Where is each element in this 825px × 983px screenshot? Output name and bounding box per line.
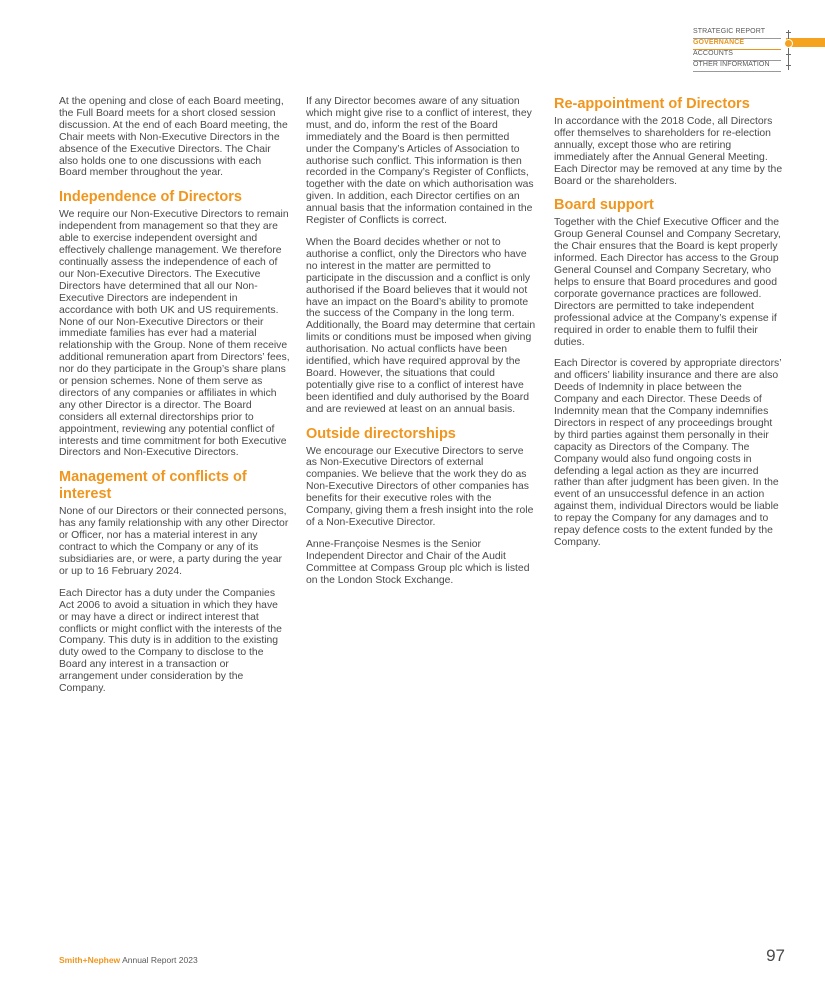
text-column-3 [554, 96, 785, 559]
paragraph-reappointment: In accordance with the 2018 Code, all Directors offer themselves to shareholders for re-election annually, except those who are retiring immediately after the Annual General Meeting. Each Director may be removed at any time by the Board or the shareholders. [554, 116, 783, 187]
paragraph-board-support: Together with the Chief Executive Officer and the Group General Counsel and Company Secretary, the Chair ensures that the Board is kept properly informed. Each Director has access to the Group General Counsel and Company Secretary, who helps to ensure that Board procedures and good corporate governance practices are followed. Directors are permitted to take independent professional advice at the Company’s expense if required in order to enable them to fulfil their duties. [554, 217, 781, 348]
heading-reappointment-of-directors: Re-appointment of Directors [554, 96, 750, 112]
paragraph-independence: We require our Non-Executive Directors to remain independent from management so that they are able to exercise independent oversight and effectively challenge management. We therefore continually assess the independence of each of our Non-Executive Directors. The Executive Directors have determined that all our Non-Executive Directors are independent in accordance with both UK and US requirements. None of our Non-Executive Directors or their immediate families has ever had a material relationship with the Group. None of them receive additional remuneration apart from Directors’ fees, nor do they participate in the Group’s share plans or pension schemes. None of them serve as directors of any companies or affiliates in which any other Director is a director. The Board considers all external directorships prior to appointment, reviewing any potential conflict of interests and time commitment for both Executive Directors and Non-Executive Directors. [59, 209, 290, 459]
nav-tick [786, 65, 791, 66]
paragraph-indemnity: Each Director is covered by appropriate directors’ and officers’ liability insurance and there are also Deeds of Indemnity in place between the Company and each Director. These Deeds of Indemnity mean that the Company indemnifies Directors in respect of any proceedings brought by third parties against them personally in their capacity as Directors of the Company. The Company would also fund ongoing costs in defending a legal action as they are incurred rather than after judgment has been given. In the event of an unsuccessful defence in an action against them, individual Directors would be liable to repay the Company for any damages and to repay defence costs to the extent funded by the Company. [554, 358, 782, 548]
nav-other-information[interactable]: OTHER INFORMATION [693, 60, 781, 72]
brand-name: Smith+Nephew [59, 955, 121, 965]
paragraph-conflict-awareness: If any Director becomes aware of any situation which might give rise to a conflict of interest, they must, and do, inform the rest of the Board immediately and the Board is then permitted under the Company’s Articles of Association to authorise such conflict. This information is then recorded in the Company’s Register of Conflicts, together with the date on which authorisation was given. In addition, each Director certifies on an annual basis that the information contained in the Register of Conflicts is correct. [306, 96, 534, 227]
heading-management-of-conflicts: Management of conflicts of interest [59, 469, 247, 503]
page-number: 97 [766, 946, 785, 965]
paragraph-board-sessions: At the opening and close of each Board meeting, the Full Board meets for a short closed session discussion. At the end of each Board meeting, the Chair meets with Non-Executive Directors in the absence of the Executive Directors. The Chair also holds one to one discussions with each Board member throughout the year. [59, 96, 288, 179]
heading-outside-directorships: Outside directorships [306, 425, 456, 442]
text-column-1 [59, 96, 290, 705]
paragraph-senior-independent-director: Anne-Françoise Nesmes is the Senior Independent Director and Chair of the Audit Committee at Compass Group plc which is listed on the London Stock Exchange. [306, 538, 530, 586]
text-column-2 [306, 96, 537, 597]
nav-governance[interactable]: GOVERNANCE [693, 38, 781, 50]
paragraph-conflicts-duty: Each Director has a duty under the Companies Act 2006 to avoid a situation in which they have or may have a direct or indirect interest that conflicts or might conflict with the interests of the Company. This duty is in addition to the existing duty owed to the Company to disclose to the Board any interest in a transaction or arrangement under consideration by the Company. [59, 587, 282, 695]
nav-tick [786, 32, 791, 33]
paragraph-outside-directorships: We encourage our Executive Directors to serve as Non-Executive Directors of external companies. We believe that the work they do as Non-Executive Directors of other companies has benefits for their executive roles with the Company, giving them a fresh insight into the role of a Non-Executive Director. [306, 445, 534, 528]
nav-strategic-report[interactable]: STRATEGIC REPORT [693, 27, 781, 39]
nav-accounts[interactable]: ACCOUNTS [693, 49, 781, 61]
section-navigation [693, 27, 825, 71]
report-title: Annual Report 2023 [122, 955, 198, 965]
paragraph-conflict-authorisation: When the Board decides whether or not to authorise a conflict, only the Directors who have no interest in the matter are permitted to participate in the discussion and a conflict is only authorised if the Board believes that it would not have an impact on the Board’s ability to promote the success of the Company in the long term. Additionally, the Board may determine that certain limits or conditions must be imposed when giving authorisation. No actual conflicts have been identified, which have required approval by the Board. However, the situations that could potentially give rise to a conflict of interest have been identified and duly authorised by the Board and are reviewed at least on an annual basis. [306, 236, 536, 415]
nav-tick [786, 54, 791, 55]
nav-timeline-line [788, 30, 789, 70]
paragraph-conflicts-relationships: None of our Directors or their connected persons, has any family relationship with any other Director or Officer, nor has a material interest in any contract to which the Company or any of its subsidiaries are, or were, a party during the year or up to 16 February 2024. [59, 506, 289, 577]
active-section-marker-icon [784, 39, 793, 48]
heading-independence-of-directors: Independence of Directors [59, 189, 242, 206]
footer [59, 955, 198, 965]
heading-board-support: Board support [554, 197, 654, 214]
